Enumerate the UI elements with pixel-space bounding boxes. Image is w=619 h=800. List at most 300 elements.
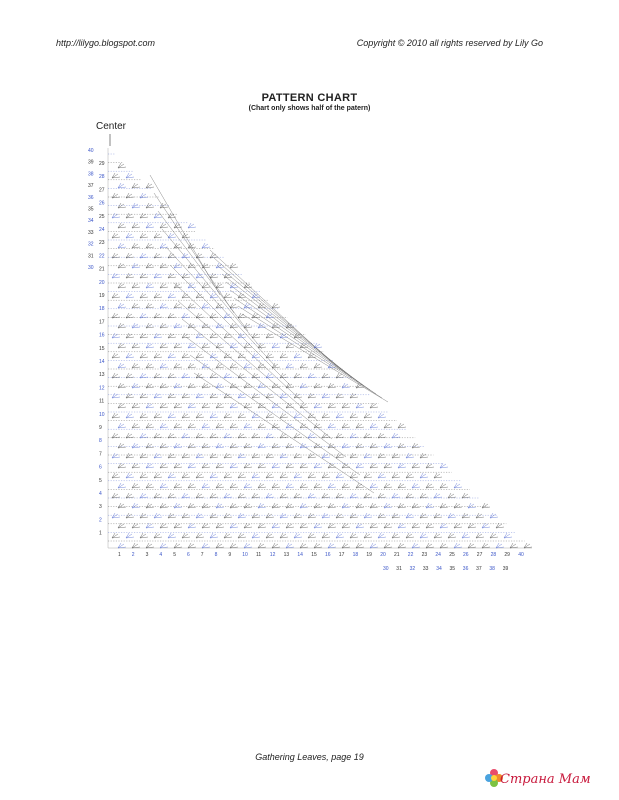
stitch-fan bbox=[476, 513, 484, 518]
stitch-fan bbox=[364, 513, 372, 518]
stitch-fan bbox=[210, 453, 218, 458]
center-label: Center bbox=[96, 121, 127, 132]
stitch-fan bbox=[188, 483, 196, 488]
stitch-fan bbox=[126, 433, 134, 438]
stitch-fan bbox=[174, 323, 182, 328]
stitch-fan bbox=[118, 303, 126, 308]
stitch-fan bbox=[294, 373, 302, 378]
row-number: 15 bbox=[99, 345, 105, 352]
stitch-fan bbox=[272, 343, 280, 348]
pattern-guide-line bbox=[170, 265, 290, 385]
stitch-fan bbox=[328, 403, 336, 408]
stitch-fan bbox=[112, 373, 120, 378]
stitch-fan bbox=[266, 413, 274, 418]
stitch-fan bbox=[398, 503, 406, 508]
stitch-fan bbox=[294, 513, 302, 518]
stitch-fan bbox=[412, 503, 420, 508]
stitch-fan bbox=[182, 473, 190, 478]
stitch-fan bbox=[300, 403, 308, 408]
stitch-fan bbox=[244, 463, 252, 468]
stitch-fan bbox=[336, 533, 344, 538]
stitch-fan bbox=[112, 333, 120, 338]
stitch-fan bbox=[126, 393, 134, 398]
stitch-fan bbox=[174, 343, 182, 348]
stitch-fan bbox=[216, 423, 224, 428]
stitch-fan bbox=[224, 453, 232, 458]
column-number: 13 bbox=[283, 552, 290, 558]
stitch-fan bbox=[188, 503, 196, 508]
stitch-fan bbox=[294, 473, 302, 478]
row-number: 4 bbox=[99, 491, 102, 497]
column-number: 35 bbox=[449, 566, 456, 572]
stitch-fan bbox=[216, 323, 224, 328]
stitch-fan bbox=[160, 343, 168, 348]
stitch-fan bbox=[202, 323, 210, 328]
column-number: 3 bbox=[145, 552, 149, 558]
stitch-fan bbox=[196, 353, 204, 358]
column-number: 24 bbox=[435, 552, 441, 558]
stitch-fan bbox=[448, 513, 456, 518]
stitch-fan bbox=[308, 473, 316, 478]
stitch-fan bbox=[112, 353, 120, 358]
stitch-fan bbox=[280, 473, 288, 478]
stitch-fan bbox=[490, 513, 498, 518]
stitch-fan bbox=[160, 323, 168, 328]
stitch-fan bbox=[202, 403, 210, 408]
row-number: 5 bbox=[99, 477, 102, 484]
stitch-fan bbox=[258, 543, 266, 548]
stitch-fan bbox=[168, 473, 176, 478]
stitch-fan bbox=[146, 283, 154, 288]
stitch-fan bbox=[224, 293, 232, 298]
stitch-fan bbox=[434, 533, 442, 538]
stitch-fan bbox=[202, 283, 210, 288]
column-number: 1 bbox=[118, 552, 121, 558]
stitch-fan bbox=[146, 183, 154, 188]
stitch-fan bbox=[154, 453, 162, 458]
stitch-fan bbox=[238, 333, 246, 338]
stitch-fan bbox=[182, 293, 190, 298]
stitch-fan bbox=[280, 433, 288, 438]
stitch-fan bbox=[112, 293, 120, 298]
stitch-fan bbox=[238, 533, 246, 538]
stitch-fan bbox=[378, 513, 386, 518]
stitch-fan bbox=[174, 503, 182, 508]
stitch-fan bbox=[384, 483, 392, 488]
stitch-fan bbox=[286, 383, 294, 388]
stitch-fan bbox=[160, 443, 168, 448]
stitch-fan bbox=[252, 473, 260, 478]
stitch-fan bbox=[266, 353, 274, 358]
stitch-fan bbox=[224, 473, 232, 478]
stitch-fan bbox=[154, 333, 162, 338]
stitch-fan bbox=[258, 423, 266, 428]
stitch-fan bbox=[336, 513, 344, 518]
column-number: 15 bbox=[311, 552, 317, 558]
stitch-fan bbox=[272, 443, 280, 448]
stitch-fan bbox=[272, 483, 280, 488]
stitch-fan bbox=[230, 443, 238, 448]
stitch-fan bbox=[140, 213, 148, 218]
stitch-fan bbox=[154, 233, 162, 238]
stitch-fan bbox=[272, 503, 280, 508]
row-number: 8 bbox=[99, 438, 102, 445]
stitch-fan bbox=[266, 373, 274, 378]
stitch-fan bbox=[126, 333, 134, 338]
stitch-fan bbox=[314, 403, 322, 408]
stitch-fan bbox=[294, 533, 302, 538]
stitch-fan bbox=[504, 533, 512, 538]
stitch-fan bbox=[294, 493, 302, 498]
row-number: 28 bbox=[99, 174, 105, 181]
stitch-fan bbox=[182, 513, 190, 518]
column-number: 17 bbox=[338, 552, 345, 558]
stitch-fan bbox=[188, 223, 196, 228]
stitch-fan bbox=[398, 483, 406, 488]
stitch-fan bbox=[258, 383, 266, 388]
page-footer: Gathering Leaves, page 19 bbox=[255, 752, 364, 762]
stitch-fan bbox=[168, 513, 176, 518]
column-number: 20 bbox=[380, 552, 386, 558]
stitch-fan bbox=[140, 273, 148, 278]
stitch-fan bbox=[202, 463, 210, 468]
row-number: 25 bbox=[99, 213, 105, 220]
stitch-fan bbox=[216, 543, 224, 548]
stitch-fan bbox=[370, 543, 378, 548]
stitch-fan bbox=[238, 433, 246, 438]
stitch-fan bbox=[392, 513, 400, 518]
stitch-fan bbox=[196, 293, 204, 298]
column-number: 30 bbox=[383, 566, 389, 572]
row-number: 12 bbox=[99, 385, 105, 392]
row-number: 36 bbox=[88, 194, 94, 201]
stitch-fan bbox=[342, 443, 350, 448]
stitch-fan bbox=[202, 363, 210, 368]
pattern-guide-line bbox=[190, 355, 360, 475]
stitch-fan bbox=[300, 503, 308, 508]
stitch-fan bbox=[140, 513, 148, 518]
stitch-fan bbox=[140, 293, 148, 298]
stitch-fan bbox=[300, 383, 308, 388]
stitch-fan bbox=[182, 333, 190, 338]
stitch-fan bbox=[112, 473, 120, 478]
stitch-fan bbox=[462, 533, 470, 538]
stitch-fan bbox=[174, 363, 182, 368]
stitch-fan bbox=[294, 433, 302, 438]
stitch-fan bbox=[146, 483, 154, 488]
stitch-fan bbox=[244, 503, 252, 508]
stitch-fan bbox=[188, 363, 196, 368]
stitch-fan bbox=[216, 503, 224, 508]
stitch-fan bbox=[132, 483, 140, 488]
stitch-fan bbox=[238, 413, 246, 418]
stitch-fan bbox=[196, 393, 204, 398]
stitch-fan bbox=[328, 543, 336, 548]
pattern-guide-line bbox=[162, 229, 262, 349]
stitch-fan bbox=[230, 383, 238, 388]
stitch-fan bbox=[454, 523, 462, 528]
stitch-fan bbox=[392, 433, 400, 438]
stitch-fan bbox=[350, 473, 358, 478]
stitch-fan bbox=[294, 353, 302, 358]
stitch-fan bbox=[280, 493, 288, 498]
row-number: 27 bbox=[99, 187, 105, 194]
stitch-fan bbox=[300, 343, 308, 348]
stitch-fan bbox=[350, 533, 358, 538]
stitch-fan bbox=[216, 263, 224, 268]
stitch-fan bbox=[160, 283, 168, 288]
stitch-fan bbox=[126, 453, 134, 458]
stitch-fan bbox=[336, 413, 344, 418]
stitch-fan bbox=[252, 533, 260, 538]
stitch-fan bbox=[112, 493, 120, 498]
stitch-fan bbox=[154, 213, 162, 218]
stitch-fan bbox=[230, 403, 238, 408]
row-number: 26 bbox=[99, 200, 105, 207]
column-number: 12 bbox=[269, 552, 276, 558]
stitch-fan bbox=[286, 343, 294, 348]
stitch-fan bbox=[440, 503, 448, 508]
stitch-fan bbox=[118, 263, 126, 268]
stitch-fan bbox=[132, 523, 140, 528]
stitch-fan bbox=[182, 533, 190, 538]
stitch-fan bbox=[118, 543, 126, 548]
stitch-fan bbox=[174, 403, 182, 408]
stitch-fan bbox=[384, 543, 392, 548]
stitch-fan bbox=[132, 443, 140, 448]
row-number: 18 bbox=[99, 306, 105, 313]
blog-url: http://lilygo.blogspot.com bbox=[56, 38, 156, 48]
stitch-fan bbox=[238, 513, 246, 518]
stitch-fan bbox=[230, 343, 238, 348]
stitch-fan bbox=[132, 383, 140, 388]
stitch-fan bbox=[468, 543, 476, 548]
stitch-fan bbox=[224, 533, 232, 538]
stitch-fan bbox=[294, 453, 302, 458]
stitch-fan bbox=[160, 423, 168, 428]
stitch-fan bbox=[168, 413, 176, 418]
stitch-fan bbox=[196, 533, 204, 538]
stitch-fan bbox=[238, 493, 246, 498]
stitch-fan bbox=[182, 413, 190, 418]
stitch-fan bbox=[126, 473, 134, 478]
stitch-fan bbox=[336, 473, 344, 478]
stitch-fan bbox=[182, 353, 190, 358]
stitch-fan bbox=[154, 413, 162, 418]
stitch-fan bbox=[202, 443, 210, 448]
column-number: 9 bbox=[228, 552, 232, 558]
stitch-fan bbox=[216, 483, 224, 488]
stitch-fan bbox=[412, 543, 420, 548]
stitch-fan bbox=[406, 493, 414, 498]
stitch-fan bbox=[140, 253, 148, 258]
stitch-fan bbox=[286, 403, 294, 408]
stitch-fan bbox=[258, 443, 266, 448]
row-number: 14 bbox=[99, 359, 105, 365]
stitch-fan bbox=[230, 263, 238, 268]
row-number: 33 bbox=[88, 229, 94, 236]
stitch-fan bbox=[154, 433, 162, 438]
stitch-fan bbox=[146, 263, 154, 268]
stitch-fan bbox=[132, 203, 140, 208]
stitch-fan bbox=[230, 363, 238, 368]
stitch-fan bbox=[118, 223, 126, 228]
stitch-fan bbox=[154, 473, 162, 478]
row-number: 29 bbox=[99, 161, 105, 167]
stitch-fan bbox=[244, 423, 252, 428]
stitch-fan bbox=[314, 443, 322, 448]
stitch-fan bbox=[258, 363, 266, 368]
stitch-fan bbox=[328, 443, 336, 448]
stitch-fan bbox=[364, 493, 372, 498]
stitch-fan bbox=[398, 423, 406, 428]
stitch-fan bbox=[378, 433, 386, 438]
row-number: 6 bbox=[99, 464, 102, 471]
stitch-fan bbox=[210, 513, 218, 518]
stitch-fan bbox=[188, 283, 196, 288]
stitch-fan bbox=[280, 373, 288, 378]
stitch-fan bbox=[420, 493, 428, 498]
column-number: 22 bbox=[407, 552, 414, 558]
stitch-fan bbox=[308, 393, 316, 398]
stitch-fan bbox=[118, 323, 126, 328]
stitch-fan bbox=[118, 363, 126, 368]
stitch-fan bbox=[160, 303, 168, 308]
stitch-fan bbox=[132, 543, 140, 548]
stitch-fan bbox=[224, 273, 232, 278]
column-number: 2 bbox=[131, 552, 135, 558]
stitch-fan bbox=[112, 433, 120, 438]
stitch-fan bbox=[272, 303, 280, 308]
stitch-fan bbox=[258, 483, 266, 488]
row-number: 10 bbox=[99, 411, 105, 418]
stitch-fan bbox=[140, 233, 148, 238]
stitch-fan bbox=[140, 453, 148, 458]
stitch-fan bbox=[524, 543, 532, 548]
stitch-fan bbox=[168, 453, 176, 458]
pattern-guide-line bbox=[178, 301, 318, 421]
stitch-fan bbox=[378, 493, 386, 498]
stitch-fan bbox=[420, 513, 428, 518]
stitch-fan bbox=[294, 413, 302, 418]
stitch-fan bbox=[286, 543, 294, 548]
stitch-fan bbox=[118, 343, 126, 348]
stitch-fan bbox=[154, 513, 162, 518]
stitch-fan bbox=[308, 513, 316, 518]
stitch-fan bbox=[132, 223, 140, 228]
stitch-fan bbox=[392, 473, 400, 478]
stitch-fan bbox=[476, 533, 484, 538]
pattern-guide-line bbox=[154, 193, 234, 313]
stitch-fan bbox=[140, 433, 148, 438]
stitch-fan bbox=[370, 443, 378, 448]
column-number: 11 bbox=[256, 552, 262, 558]
stitch-fan bbox=[146, 443, 154, 448]
stitch-fan bbox=[308, 413, 316, 418]
stitch-fan bbox=[230, 423, 238, 428]
stitch-fan bbox=[182, 453, 190, 458]
stitch-fan bbox=[168, 333, 176, 338]
stitch-fan bbox=[266, 333, 274, 338]
stitch-fan bbox=[126, 233, 134, 238]
stitch-fan bbox=[210, 433, 218, 438]
stitch-fan bbox=[174, 283, 182, 288]
stitch-fan bbox=[336, 433, 344, 438]
pattern-guide-line bbox=[234, 298, 376, 394]
stitch-fan bbox=[140, 473, 148, 478]
row-number: 13 bbox=[99, 372, 105, 379]
stitch-fan bbox=[378, 533, 386, 538]
stitch-fan bbox=[202, 523, 210, 528]
stitch-fan bbox=[300, 443, 308, 448]
stitch-fan bbox=[384, 443, 392, 448]
stitch-fan bbox=[118, 443, 126, 448]
stitch-fan bbox=[308, 373, 316, 378]
stitch-fan bbox=[322, 433, 330, 438]
stitch-fan bbox=[286, 483, 294, 488]
stitch-fan bbox=[258, 503, 266, 508]
stitch-fan bbox=[126, 373, 134, 378]
stitch-fan bbox=[454, 483, 462, 488]
stitch-fan bbox=[336, 453, 344, 458]
stitch-fan bbox=[406, 513, 414, 518]
stitch-fan bbox=[112, 233, 120, 238]
stitch-fan bbox=[356, 543, 364, 548]
stitch-fan bbox=[280, 393, 288, 398]
stitch-fan bbox=[314, 363, 322, 368]
stitch-fan bbox=[188, 383, 196, 388]
pattern-guide-line bbox=[158, 211, 248, 331]
pattern-guide-line bbox=[230, 290, 370, 390]
row-number: 19 bbox=[99, 293, 105, 299]
stitch-fan bbox=[126, 353, 134, 358]
chart-frame bbox=[108, 148, 532, 548]
stitch-fan bbox=[266, 513, 274, 518]
stitch-fan bbox=[118, 243, 126, 248]
row-number: 3 bbox=[99, 504, 102, 511]
row-number: 39 bbox=[88, 159, 94, 166]
column-number: 5 bbox=[173, 552, 176, 558]
stitch-fan bbox=[266, 473, 274, 478]
stitch-fan bbox=[322, 453, 330, 458]
stitch-fan bbox=[196, 413, 204, 418]
column-number: 29 bbox=[504, 552, 510, 558]
stitch-fan bbox=[350, 453, 358, 458]
row-number: 21 bbox=[99, 266, 105, 273]
stitch-fan bbox=[210, 533, 218, 538]
row-number: 23 bbox=[99, 240, 105, 247]
stitch-fan bbox=[434, 513, 442, 518]
column-number: 6 bbox=[187, 552, 190, 558]
stitch-fan bbox=[216, 443, 224, 448]
stitch-fan bbox=[392, 533, 400, 538]
stitch-fan bbox=[336, 493, 344, 498]
stitch-fan bbox=[510, 543, 518, 548]
stitch-fan bbox=[174, 443, 182, 448]
stitch-fan bbox=[168, 233, 176, 238]
stitch-fan bbox=[154, 373, 162, 378]
stitch-fan bbox=[238, 293, 246, 298]
stitch-fan bbox=[210, 393, 218, 398]
stitch-fan bbox=[300, 543, 308, 548]
stitch-fan bbox=[126, 513, 134, 518]
stitch-fan bbox=[182, 393, 190, 398]
column-number: 7 bbox=[200, 552, 204, 558]
stitch-fan bbox=[238, 373, 246, 378]
stitch-fan bbox=[356, 443, 364, 448]
row-number: 9 bbox=[99, 425, 102, 431]
stitch-fan bbox=[426, 523, 434, 528]
